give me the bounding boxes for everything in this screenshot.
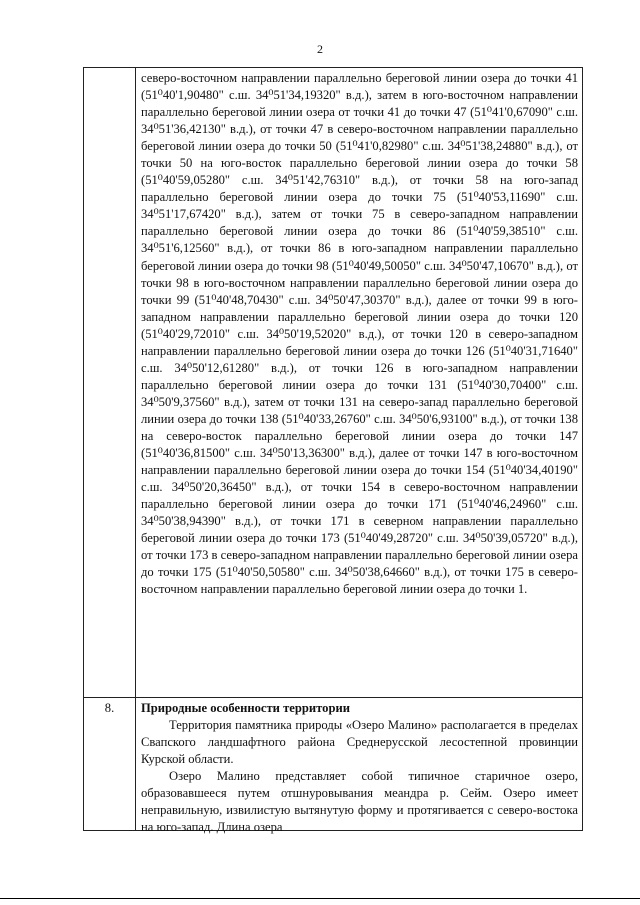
row-number: 8. [104, 701, 115, 715]
paragraph-territory: Территория памятника природы «Озеро Малино» располагается в пределах Свапского ландшафтного района Среднерусской лесостепной провинции Курской области. [141, 718, 578, 767]
section-heading: Природные особенности территории [141, 701, 350, 715]
column-divider [135, 68, 136, 830]
page-number: 2 [317, 42, 323, 56]
document-table [83, 67, 583, 835]
boundary-description-text: северо-восточном направлении параллельно береговой линии озера до точки 41 (51⁰40'1,90480" с.ш. 34⁰51'34,19320" в.д.), затем в юго-восточном направлении параллельно береговой линии озера от точки 41 до точки 47 (51⁰41'0,67090" с.ш. 34⁰51'36,42130" в.д.), от точки 47 в северо-восточном направлении параллельно береговой линии озера до точки 50 (51⁰41'0,82980" с.ш. 34⁰51'38,24880" в.д.), от точки 50 на юго-восток параллельно береговой линии озера до точки 58 (51⁰40'59,05280" с.ш. 34⁰51'42,76310" в.д.), от точки 58 на юго-запад параллельно береговой линии озера до точки 75 (51⁰40'53,11690" с.ш. 34⁰51'17,67420" в.д.), затем от точки 75 в северо-западном направлении параллельно береговой линии озера до точки 86 (51⁰40'59,38510" с.ш. 34⁰51'6,12560" в.д.), от точки 86 в юго-западном направлении параллельно береговой линии озера до точки 98 (51⁰40'49,50050" с.ш. 34⁰50'47,10670" в.д.), от точки 98 в юго-восточном направлении параллельно береговой линии озера до точки 99 (51⁰40'48,70430" с.ш. 34⁰50'47,30370" в.д.), далее от точки 99 в юго-западном направлении параллельно береговой линии озера до точки 120 (51⁰40'29,72010" с.ш. 34⁰50'19,52020" в.д.), от точки 120 в северо-западном направлении параллельно береговой линии озера до точки 126 (51⁰40'31,71640" с.ш. 34⁰50'12,61280" в.д.), от точки 126 в юго-западном направлении параллельно береговой линии озера до точки 131 (51⁰40'30,70400" с.ш. 34⁰50'9,37560" в.д.), затем от точки 131 на северо-запад параллельно береговой линии озера до точки 138 (51⁰40'33,26760" с.ш. 34⁰50'6,93100" в.д.), от точки 138 на северо-восток параллельно береговой линии озера до точки 147 (51⁰40'36,81500" с.ш. 34⁰50'13,36300" в.д.), далее от точки 147 в юго-восточном направлении параллельно береговой линии озера до точки 154 (51⁰40'34,40190" с.ш. 34⁰50'20,36450" в.д.), от точки 154 в северо-восточном направлении параллельно береговой линии озера до точки 171 (51⁰40'46,24960" с.ш. 34⁰50'38,94390" в.д.), от точки 171 в северном направлении параллельно береговой линии озера до точки 173 (51⁰40'49,28720" с.ш. 34⁰50'39,05720" в.д.), от точки 173 в северо-западном направлении параллельно береговой линии озера до точки 175 (51⁰40'50,50580" с.ш. 34⁰50'38,64660" в.д.), от точки 175 в северо-восточном направлении параллельно береговой линии озера до точки 1. [141, 71, 578, 597]
boundary-description-cell [141, 70, 578, 598]
natural-features-cell [141, 700, 578, 836]
paragraph-lake: Озеро Малино представляет собой типичное старичное озеро, образовавшееся путем отшнуровывания меандра р. Сейм. Озеро имеет неправильную, извилистую вытянутую форму и протягивается с северо-востока на юго-запад. Длина озера [141, 769, 578, 835]
row-divider [84, 697, 582, 698]
bottom-rule [0, 898, 640, 899]
